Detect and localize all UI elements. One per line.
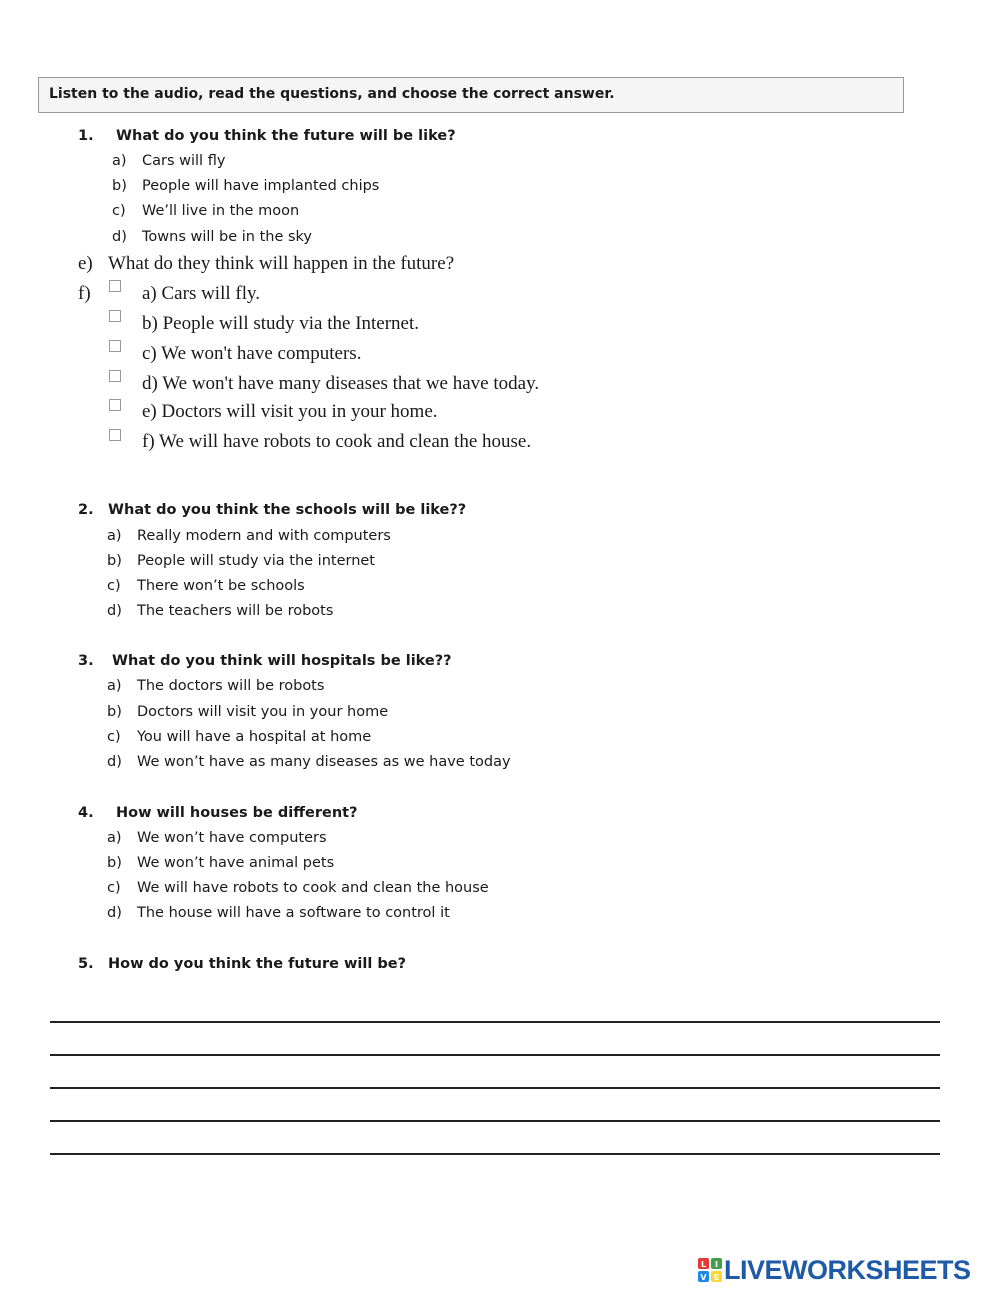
checkbox-option-label: a) Cars will fly.	[142, 283, 261, 304]
option-letter: d)	[112, 229, 127, 245]
answer-line[interactable]	[50, 1153, 940, 1155]
option-letter: a)	[107, 678, 122, 694]
answer-line[interactable]	[50, 1021, 940, 1023]
option-text: People will have implanted chips	[142, 178, 380, 194]
option-text: The house will have a software to control it	[137, 905, 450, 921]
checkbox[interactable]	[109, 429, 121, 441]
q2-option-a[interactable]	[107, 528, 391, 544]
q4-option-d[interactable]	[107, 905, 450, 921]
question-number: 5.	[78, 956, 94, 972]
question-number: 2.	[78, 502, 94, 518]
question-text: How will houses be different?	[116, 805, 358, 821]
q1-option-a[interactable]	[112, 153, 225, 169]
question-1	[78, 128, 456, 144]
option-letter: c)	[107, 729, 121, 745]
listening-letter: e)	[78, 253, 93, 274]
option-text: Cars will fly	[142, 153, 226, 169]
svg-text:I: I	[715, 1260, 718, 1269]
question-number: 3.	[78, 653, 94, 669]
q3-option-c[interactable]	[107, 729, 371, 745]
option-letter: b)	[107, 553, 122, 569]
question-text: What do you think the future will be like?	[116, 128, 456, 144]
checkbox[interactable]	[109, 370, 121, 382]
q3-option-a[interactable]	[107, 678, 324, 694]
q4-option-c[interactable]	[107, 880, 489, 896]
checkbox[interactable]	[109, 399, 121, 411]
option-letter: c)	[107, 880, 121, 896]
option-text: Doctors will visit you in your home	[137, 704, 389, 720]
option-letter: a)	[112, 153, 127, 169]
question-4	[78, 805, 358, 821]
answer-line[interactable]	[50, 1054, 940, 1056]
option-text: There won’t be schools	[137, 578, 305, 594]
question-3	[78, 653, 452, 669]
q1-option-d[interactable]	[112, 229, 312, 245]
svg-text:E: E	[713, 1273, 720, 1282]
svg-text:V: V	[700, 1273, 707, 1282]
option-text: You will have a hospital at home	[137, 729, 372, 745]
q2-option-b[interactable]	[107, 553, 375, 569]
q4-option-b[interactable]	[107, 855, 334, 871]
checkbox[interactable]	[109, 280, 121, 292]
option-text: Towns will be in the sky	[142, 229, 313, 245]
q4-option-a[interactable]	[107, 830, 327, 846]
question-5	[78, 956, 406, 972]
checkbox-option-label: d) We won't have many diseases that we have today.	[142, 373, 540, 394]
checkbox-option-label: c) We won't have computers.	[142, 343, 362, 364]
option-letter: c)	[107, 578, 121, 594]
question-text: How do you think the future will be?	[108, 956, 406, 972]
answer-line[interactable]	[50, 1087, 940, 1089]
option-letter: c)	[112, 203, 126, 219]
answer-line[interactable]	[50, 1120, 940, 1122]
question-text: What do you think the schools will be like??	[108, 502, 467, 518]
checkbox[interactable]	[109, 310, 121, 322]
liveworksheets-icon	[698, 1258, 722, 1282]
option-text: We’ll live in the moon	[142, 203, 300, 219]
option-text: People will study via the internet	[137, 553, 375, 569]
option-text: We won’t have animal pets	[137, 855, 335, 871]
option-letter: b)	[112, 178, 127, 194]
svg-text:L: L	[700, 1260, 707, 1269]
instruction-text: Listen to the audio, read the questions, and choose the correct answer.	[49, 86, 615, 102]
brand-name: LIVEWORKSHEETS	[724, 1255, 971, 1285]
option-letter: b)	[107, 855, 122, 871]
checkbox-option-label: b) People will study via the Internet.	[142, 313, 420, 334]
question-2	[78, 502, 466, 518]
option-text: Really modern and with computers	[137, 528, 391, 544]
checkbox[interactable]	[109, 340, 121, 352]
listening-question-text: What do they think will happen in the future?	[108, 253, 455, 274]
question-text: What do you think will hospitals be like??	[112, 653, 452, 669]
option-text: The doctors will be robots	[137, 678, 325, 694]
checkbox-option-label: f) We will have robots to cook and clean the house.	[142, 431, 532, 452]
q1-option-c[interactable]	[112, 203, 299, 219]
q2-option-d[interactable]	[107, 603, 333, 619]
question-number: 4.	[78, 805, 94, 821]
listening-f-letter: f)	[78, 283, 91, 304]
option-text: We will have robots to cook and clean the house	[137, 880, 489, 896]
option-text: The teachers will be robots	[137, 603, 334, 619]
q3-option-d[interactable]	[107, 754, 511, 770]
option-text: We won’t have computers	[137, 830, 327, 846]
option-letter: d)	[107, 603, 122, 619]
option-text: We won’t have as many diseases as we have today	[137, 754, 511, 770]
option-letter: b)	[107, 704, 122, 720]
instruction-box	[38, 77, 904, 113]
listening-question	[78, 253, 454, 275]
option-letter: d)	[107, 754, 122, 770]
option-letter: a)	[107, 528, 122, 544]
option-letter: d)	[107, 905, 122, 921]
q1-option-b[interactable]	[112, 178, 379, 194]
question-number: 1.	[78, 128, 94, 144]
checkbox-option-label: e) Doctors will visit you in your home.	[142, 401, 438, 422]
option-letter: a)	[107, 830, 122, 846]
q3-option-b[interactable]	[107, 704, 388, 720]
q2-option-c[interactable]	[107, 578, 305, 594]
